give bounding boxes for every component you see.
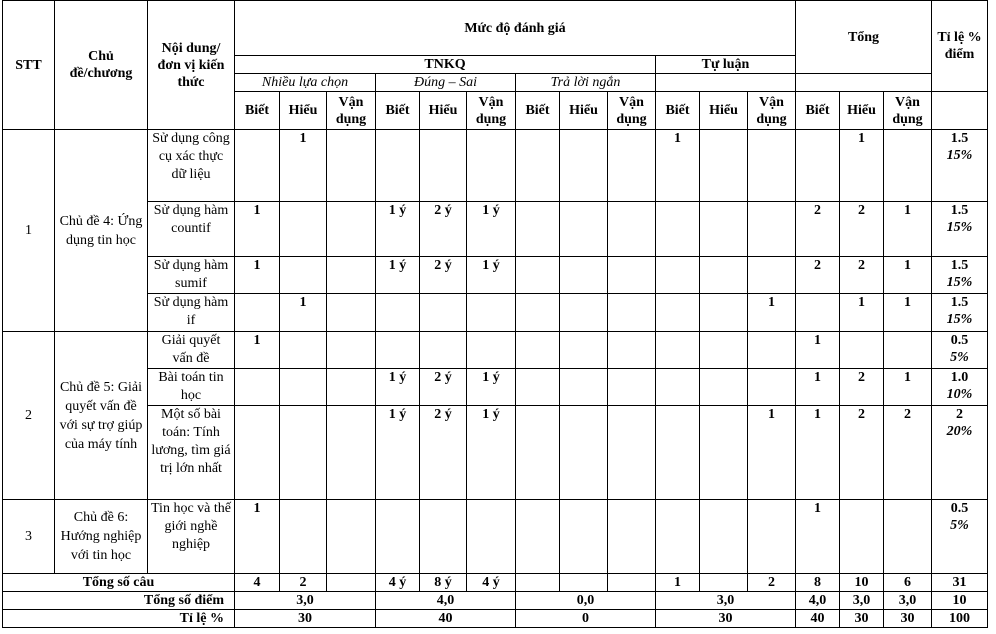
topic-number: 1 <box>3 130 55 332</box>
score-percent: 15% <box>946 275 973 290</box>
total-questions-cell: 10 <box>840 574 884 592</box>
header-assessment-level: Mức độ đánh giá <box>235 1 796 56</box>
score-percent: 15% <box>946 312 973 327</box>
percent-group-cell: 0 <box>516 610 656 628</box>
count-cell <box>656 202 700 257</box>
count-cell <box>467 500 516 574</box>
count-cell <box>748 369 796 406</box>
count-cell <box>376 294 420 332</box>
count-cell: 1 <box>656 130 700 202</box>
topic-number: 3 <box>3 500 55 574</box>
total-questions-sum: 31 <box>932 574 988 592</box>
score-percent: 20% <box>946 424 973 439</box>
content-unit: Giải quyết vấn đề <box>148 332 235 369</box>
count-cell <box>884 130 932 202</box>
total-questions-cell: 6 <box>884 574 932 592</box>
count-cell <box>700 369 748 406</box>
table-row <box>3 406 988 500</box>
level-van-dung: Vận dụng <box>748 92 796 130</box>
count-cell: 2 ý <box>420 369 467 406</box>
header-true-false: Đúng – Sai <box>376 74 516 92</box>
count-cell: 1 <box>280 294 327 332</box>
score-cell <box>932 369 988 406</box>
header-multiple-choice: Nhiều lựa chọn <box>235 74 376 92</box>
total-points-total-cell: 4,0 <box>796 592 840 610</box>
topic-number: 2 <box>3 332 55 500</box>
level-hieu: Hiểu <box>840 92 884 130</box>
score-cell <box>932 257 988 294</box>
count-cell <box>748 257 796 294</box>
count-cell: 2 <box>840 257 884 294</box>
total-points-group-cell: 4,0 <box>376 592 516 610</box>
count-cell <box>608 294 656 332</box>
score-percent: 15% <box>946 220 973 235</box>
header-essay-blank <box>656 74 796 92</box>
level-hieu: Hiểu <box>280 92 327 130</box>
total-points-sum: 10 <box>932 592 988 610</box>
level-van-dung: Vận dụng <box>467 92 516 130</box>
total-questions-cell: 4 <box>235 574 280 592</box>
percent-sum: 100 <box>932 610 988 628</box>
total-questions-cell <box>608 574 656 592</box>
count-cell <box>700 294 748 332</box>
score-cell <box>932 294 988 332</box>
count-cell: 1 ý <box>376 202 420 257</box>
count-cell <box>748 130 796 202</box>
content-unit: Sử dụng hàm countif <box>148 202 235 257</box>
count-cell <box>235 130 280 202</box>
percent-group-cell: 30 <box>235 610 376 628</box>
count-cell <box>656 500 700 574</box>
count-cell <box>376 332 420 369</box>
total-questions-cell <box>327 574 376 592</box>
count-cell <box>280 500 327 574</box>
count-cell: 1 <box>796 500 840 574</box>
score-percent: 5% <box>950 350 969 365</box>
content-unit: Sử dụng hàm sumif <box>148 257 235 294</box>
count-cell: 1 <box>796 406 840 500</box>
count-cell <box>748 332 796 369</box>
count-cell <box>235 406 280 500</box>
count-cell: 1 ý <box>467 202 516 257</box>
count-cell <box>608 369 656 406</box>
level-biet: Biết <box>516 92 560 130</box>
count-cell: 1 ý <box>376 406 420 500</box>
score-cell <box>932 500 988 574</box>
level-hieu: Hiểu <box>420 92 467 130</box>
topic-name: Chủ đề 5: Giải quyết vấn đề với sự trợ giúp của máy tính <box>55 332 148 500</box>
content-unit: Một số bài toán: Tính lương, tìm giá trị lớn nhất <box>148 406 235 500</box>
score-blank <box>932 92 988 130</box>
table-row <box>3 332 988 369</box>
total-questions-row <box>3 574 988 592</box>
count-cell: 2 <box>796 257 840 294</box>
header-score-percent: Tỉ lệ % điểm <box>932 1 988 92</box>
count-cell: 1 ý <box>467 406 516 500</box>
count-cell: 2 <box>840 202 884 257</box>
count-cell <box>608 332 656 369</box>
count-cell <box>748 500 796 574</box>
count-cell: 1 <box>884 257 932 294</box>
score-points: 1.0 <box>950 370 969 385</box>
count-cell <box>656 257 700 294</box>
header-tnkq: TNKQ <box>235 56 656 74</box>
count-cell <box>516 406 560 500</box>
count-cell <box>560 369 608 406</box>
count-cell <box>280 202 327 257</box>
level-van-dung: Vận dụng <box>608 92 656 130</box>
total-points-group-cell: 3,0 <box>235 592 376 610</box>
count-cell <box>467 294 516 332</box>
percent-group-cell: 40 <box>376 610 516 628</box>
percent-total-cell: 30 <box>840 610 884 628</box>
header-total: Tổng <box>796 1 932 74</box>
score-cell <box>932 130 988 202</box>
count-cell: 1 <box>235 202 280 257</box>
count-cell: 2 <box>840 406 884 500</box>
total-questions-label: Tổng số câu <box>3 574 235 592</box>
count-cell <box>608 130 656 202</box>
table-row <box>3 202 988 257</box>
content-unit: Bài toán tin học <box>148 369 235 406</box>
total-questions-cell <box>516 574 560 592</box>
count-cell <box>884 332 932 369</box>
count-cell: 1 <box>884 369 932 406</box>
count-cell: 1 <box>840 294 884 332</box>
count-cell: 1 ý <box>467 257 516 294</box>
count-cell <box>376 130 420 202</box>
total-points-group-cell: 0,0 <box>516 592 656 610</box>
count-cell <box>420 294 467 332</box>
count-cell <box>700 332 748 369</box>
count-cell: 1 <box>235 257 280 294</box>
count-cell <box>560 202 608 257</box>
count-cell <box>516 369 560 406</box>
score-points: 0.5 <box>950 501 969 516</box>
total-points-total-cell: 3,0 <box>840 592 884 610</box>
count-cell <box>516 294 560 332</box>
count-cell <box>560 500 608 574</box>
count-cell <box>656 294 700 332</box>
count-cell <box>235 369 280 406</box>
count-cell: 2 ý <box>420 406 467 500</box>
count-cell <box>420 500 467 574</box>
score-points: 2 <box>956 407 963 422</box>
count-cell <box>516 202 560 257</box>
count-cell: 2 <box>796 202 840 257</box>
level-van-dung: Vận dụng <box>327 92 376 130</box>
total-questions-cell: 8 <box>796 574 840 592</box>
level-biet: Biết <box>656 92 700 130</box>
table-row <box>3 369 988 406</box>
count-cell: 2 ý <box>420 202 467 257</box>
count-cell: 1 ý <box>376 257 420 294</box>
count-cell <box>884 500 932 574</box>
percent-group-cell: 30 <box>656 610 796 628</box>
topic-name: Chủ đề 6: Hướng nghiệp với tin học <box>55 500 148 574</box>
count-cell: 2 <box>884 406 932 500</box>
level-biet: Biết <box>376 92 420 130</box>
count-cell <box>796 130 840 202</box>
count-cell: 2 <box>840 369 884 406</box>
count-cell: 2 ý <box>420 257 467 294</box>
level-hieu: Hiểu <box>560 92 608 130</box>
total-questions-cell: 4 ý <box>467 574 516 592</box>
score-points: 1.5 <box>950 258 969 273</box>
count-cell: 1 <box>884 202 932 257</box>
count-cell <box>560 257 608 294</box>
topic-name: Chủ đề 4: Ứng dụng tin học <box>55 130 148 332</box>
header-stt: STT <box>3 1 55 130</box>
count-cell <box>516 130 560 202</box>
count-cell <box>420 332 467 369</box>
score-points: 1.5 <box>950 131 969 146</box>
count-cell: 1 <box>796 332 840 369</box>
level-hieu: Hiểu <box>700 92 748 130</box>
header-essay: Tự luận <box>656 56 796 74</box>
table-row <box>3 294 988 332</box>
count-cell: 1 ý <box>467 369 516 406</box>
total-questions-cell: 2 <box>280 574 327 592</box>
percent-total-cell: 30 <box>884 610 932 628</box>
percent-label: Tỉ lệ % <box>3 610 235 628</box>
count-cell <box>608 500 656 574</box>
count-cell <box>467 130 516 202</box>
total-questions-cell: 8 ý <box>420 574 467 592</box>
count-cell: 1 <box>235 332 280 369</box>
total-questions-cell <box>700 574 748 592</box>
level-biet: Biết <box>796 92 840 130</box>
total-questions-cell: 1 <box>656 574 700 592</box>
count-cell <box>560 332 608 369</box>
count-cell: 1 <box>748 294 796 332</box>
count-cell: 1 <box>280 130 327 202</box>
assessment-matrix-table <box>2 0 988 628</box>
count-cell <box>700 500 748 574</box>
count-cell <box>467 332 516 369</box>
matrix-body <box>3 130 988 574</box>
percent-row <box>3 610 988 628</box>
header-topic: Chủ đề/chương <box>55 1 148 130</box>
count-cell: 1 <box>748 406 796 500</box>
count-cell <box>656 332 700 369</box>
score-cell <box>932 202 988 257</box>
count-cell <box>327 332 376 369</box>
count-cell <box>280 257 327 294</box>
count-cell <box>327 257 376 294</box>
count-cell <box>280 332 327 369</box>
score-points: 1.5 <box>950 295 969 310</box>
count-cell <box>796 294 840 332</box>
count-cell: 1 <box>796 369 840 406</box>
count-cell <box>327 202 376 257</box>
total-questions-cell <box>560 574 608 592</box>
table-row <box>3 257 988 294</box>
matrix-footer <box>3 574 988 628</box>
count-cell <box>608 406 656 500</box>
count-cell <box>560 130 608 202</box>
level-van-dung: Vận dụng <box>884 92 932 130</box>
count-cell <box>656 369 700 406</box>
table-row <box>3 130 988 202</box>
count-cell <box>560 406 608 500</box>
count-cell <box>327 500 376 574</box>
count-cell <box>280 369 327 406</box>
count-cell <box>327 294 376 332</box>
count-cell: 1 <box>884 294 932 332</box>
count-cell <box>376 500 420 574</box>
level-biet: Biết <box>235 92 280 130</box>
count-cell <box>700 130 748 202</box>
count-cell <box>516 332 560 369</box>
count-cell <box>280 406 327 500</box>
count-cell <box>700 257 748 294</box>
count-cell <box>700 202 748 257</box>
content-unit: Sử dụng hàm if <box>148 294 235 332</box>
score-percent: 10% <box>946 387 973 402</box>
score-points: 0.5 <box>950 333 969 348</box>
count-cell <box>327 130 376 202</box>
total-points-label: Tổng số điểm <box>3 592 235 610</box>
count-cell <box>420 130 467 202</box>
count-cell <box>608 202 656 257</box>
total-points-group-cell: 3,0 <box>656 592 796 610</box>
total-questions-cell: 2 <box>748 574 796 592</box>
total-points-total-cell: 3,0 <box>884 592 932 610</box>
count-cell <box>840 332 884 369</box>
count-cell <box>516 257 560 294</box>
count-cell <box>608 257 656 294</box>
score-percent: 5% <box>950 518 969 533</box>
content-unit: Tin học và thế giới nghề nghiệp <box>148 500 235 574</box>
total-points-row <box>3 592 988 610</box>
score-cell <box>932 332 988 369</box>
count-cell <box>560 294 608 332</box>
header-total-blank <box>796 74 932 92</box>
content-unit: Sử dụng công cụ xác thực dữ liệu <box>148 130 235 202</box>
total-questions-cell: 4 ý <box>376 574 420 592</box>
count-cell <box>327 369 376 406</box>
table-row <box>3 500 988 574</box>
count-cell <box>235 294 280 332</box>
count-cell <box>840 500 884 574</box>
count-cell <box>748 202 796 257</box>
count-cell <box>656 406 700 500</box>
count-cell: 1 ý <box>376 369 420 406</box>
score-points: 1.5 <box>950 203 969 218</box>
score-percent: 15% <box>946 148 973 163</box>
count-cell <box>327 406 376 500</box>
header-short-answer: Trả lời ngắn <box>516 74 656 92</box>
score-cell <box>932 406 988 500</box>
header-content: Nội dung/đơn vị kiến thức <box>148 1 235 130</box>
count-cell <box>700 406 748 500</box>
count-cell: 1 <box>235 500 280 574</box>
percent-total-cell: 40 <box>796 610 840 628</box>
count-cell: 1 <box>840 130 884 202</box>
count-cell <box>516 500 560 574</box>
